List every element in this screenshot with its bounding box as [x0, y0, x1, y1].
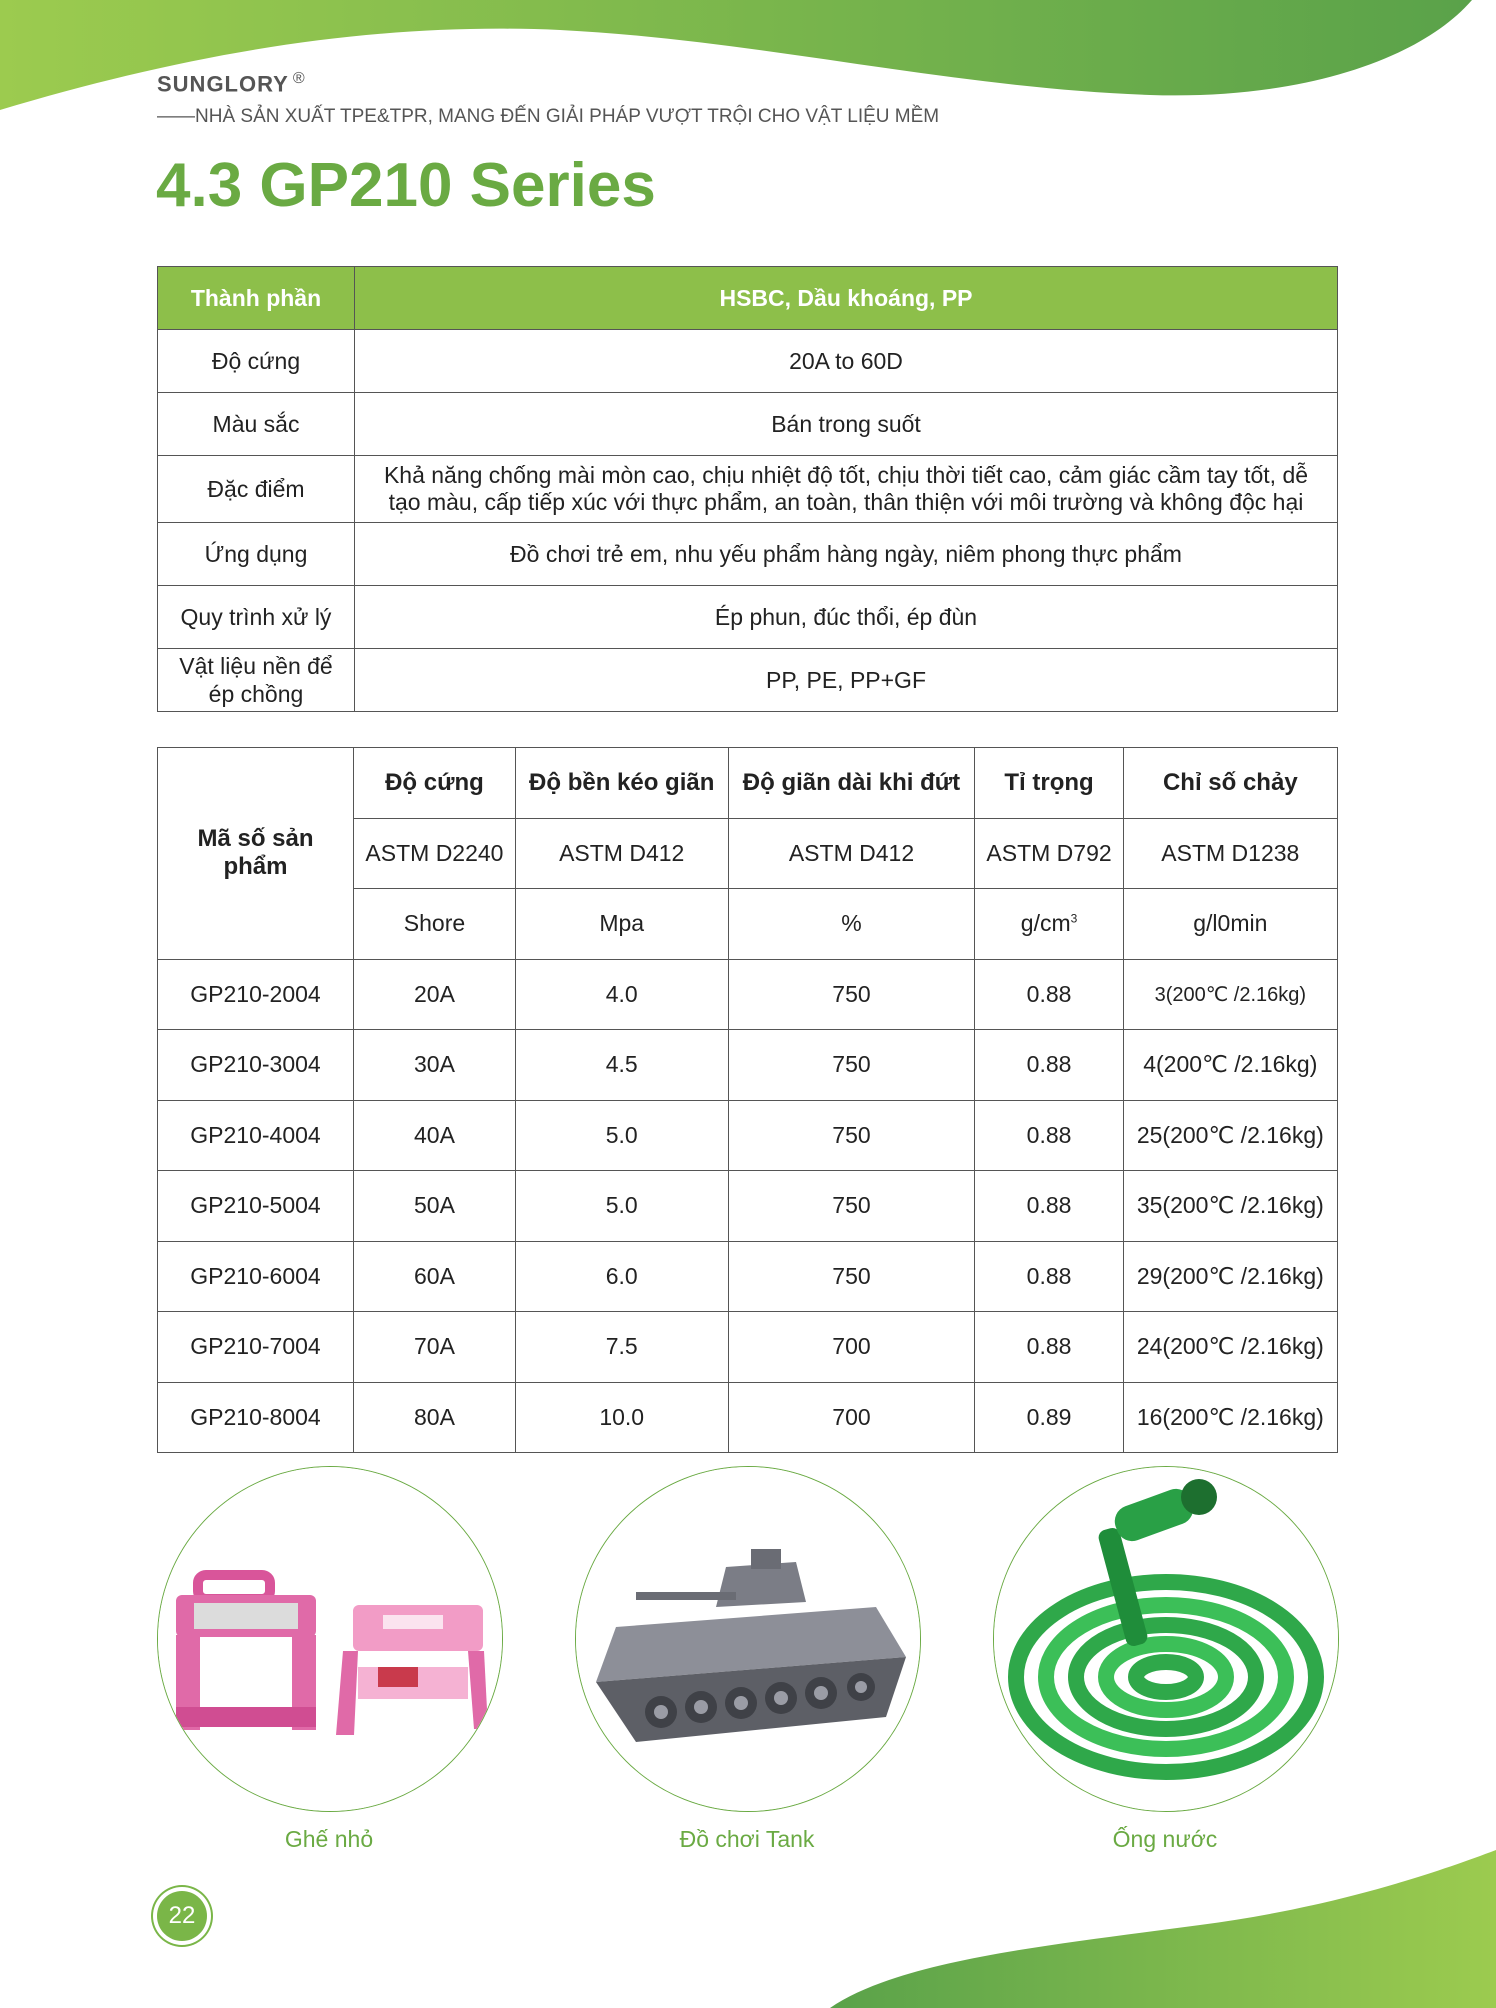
- product-value-cell: 6.0: [515, 1241, 728, 1312]
- product-value-cell: 30A: [354, 1030, 516, 1101]
- product-row: [158, 959, 1338, 1030]
- product-code-cell: GP210-7004: [158, 1312, 354, 1383]
- spec-row: [158, 393, 1338, 456]
- product-row: [158, 1241, 1338, 1312]
- unit-superscript: 3: [1070, 911, 1078, 926]
- product-value-cell: 16(200℃ /2.16kg): [1123, 1382, 1337, 1453]
- product-code-cell: GP210-5004: [158, 1171, 354, 1242]
- application-caption: Ghế nhỏ: [284, 1826, 374, 1852]
- column-name: Chỉ số chảy: [1123, 748, 1337, 819]
- product-code-header: Mã số sản phẩm: [158, 748, 354, 960]
- product-value-cell: 5.0: [515, 1171, 728, 1242]
- tank-illustration: [576, 1467, 920, 1811]
- product-value-cell: 750: [728, 1100, 975, 1171]
- application-caption: Ống nước: [1112, 1826, 1218, 1852]
- spec-value: Khả năng chống mài mòn cao, chịu nhiệt độ tốt, chịu thời tiết cao, cảm giác cầm tay tốt, dễ tạo màu, cấp tiếp xúc với thực phẩm, an toàn, thân thiện với môi trường và không độc hại: [355, 456, 1338, 523]
- spec-value: Bán trong suốt: [355, 393, 1338, 456]
- product-value-cell: 0.88: [975, 959, 1123, 1030]
- application-image-stool: [157, 1466, 503, 1812]
- spec-key: Đặc điểm: [158, 456, 355, 523]
- product-value-cell: 40A: [354, 1100, 516, 1171]
- product-value-cell: 750: [728, 959, 975, 1030]
- product-value-cell: 750: [728, 1241, 975, 1312]
- product-value-cell: 7.5: [515, 1312, 728, 1383]
- product-code-cell: GP210-3004: [158, 1030, 354, 1101]
- page-title: 4.3 GP210 Series: [156, 151, 656, 220]
- product-code-cell: GP210-2004: [158, 959, 354, 1030]
- spec-row: [158, 523, 1338, 586]
- column-name: Tỉ trọng: [975, 748, 1123, 819]
- product-value-cell: 4.5: [515, 1030, 728, 1101]
- product-value-cell: 0.88: [975, 1100, 1123, 1171]
- product-value-cell: 24(200℃ /2.16kg): [1123, 1312, 1337, 1383]
- application-image-tank: [575, 1466, 921, 1812]
- column-name: Độ cứng: [354, 748, 516, 819]
- product-value-cell: 3(200℃ /2.16kg): [1123, 959, 1337, 1030]
- product-value-cell: 4(200℃ /2.16kg): [1123, 1030, 1337, 1101]
- product-value-cell: 0.89: [975, 1382, 1123, 1453]
- product-value-cell: 750: [728, 1030, 975, 1101]
- spec-row: [158, 586, 1338, 649]
- product-row: [158, 1030, 1338, 1101]
- product-value-cell: 0.88: [975, 1030, 1123, 1101]
- column-standard: ASTM D2240: [354, 818, 516, 889]
- spec-value: Đồ chơi trẻ em, nhu yếu phẩm hàng ngày, niêm phong thực phẩm: [355, 523, 1338, 586]
- column-unit: Mpa: [515, 889, 728, 960]
- product-value-cell: 700: [728, 1382, 975, 1453]
- spec-table: [157, 266, 1338, 712]
- product-code-cell: GP210-6004: [158, 1241, 354, 1312]
- spec-key: Màu sắc: [158, 393, 355, 456]
- product-value-cell: 60A: [354, 1241, 516, 1312]
- spec-row: [158, 456, 1338, 523]
- product-table: [157, 747, 1338, 1453]
- product-row: [158, 1382, 1338, 1453]
- product-value-cell: 10.0: [515, 1382, 728, 1453]
- spec-key: Vật liệu nền để ép chồng: [158, 649, 355, 712]
- product-value-cell: 5.0: [515, 1100, 728, 1171]
- spec-row: [158, 330, 1338, 393]
- column-standard: ASTM D1238: [1123, 818, 1337, 889]
- product-value-cell: 70A: [354, 1312, 516, 1383]
- column-unit-density: [975, 889, 1123, 960]
- product-row: [158, 1100, 1338, 1171]
- application-image-hose: [993, 1466, 1339, 1812]
- spec-value: 20A to 60D: [355, 330, 1338, 393]
- column-standard: ASTM D792: [975, 818, 1123, 889]
- product-row: [158, 1312, 1338, 1383]
- unit-text: g/cm: [1020, 910, 1071, 937]
- product-value-cell: 29(200℃ /2.16kg): [1123, 1241, 1337, 1312]
- spec-header-row: [158, 267, 1338, 330]
- product-code-cell: GP210-8004: [158, 1382, 354, 1453]
- column-name: Độ giãn dài khi đứt: [728, 748, 975, 819]
- bottom-wave-decoration: [0, 1850, 1496, 2008]
- column-unit: %: [728, 889, 975, 960]
- product-value-cell: 20A: [354, 959, 516, 1030]
- product-code-cell: GP210-4004: [158, 1100, 354, 1171]
- product-value-cell: 0.88: [975, 1241, 1123, 1312]
- product-row: [158, 1171, 1338, 1242]
- brand-name: SUNGLORY ®: [157, 70, 306, 97]
- product-header-row: [158, 748, 1338, 819]
- top-wave-decoration: [0, 0, 1496, 120]
- spec-header-value: HSBC, Dầu khoáng, PP: [355, 267, 1338, 330]
- product-value-cell: 80A: [354, 1382, 516, 1453]
- column-standard: ASTM D412: [515, 818, 728, 889]
- product-value-cell: 0.88: [975, 1171, 1123, 1242]
- hose-illustration: [994, 1467, 1338, 1811]
- column-unit: Shore: [354, 889, 516, 960]
- column-name: Độ bền kéo giãn: [515, 748, 728, 819]
- product-value-cell: 4.0: [515, 959, 728, 1030]
- spec-value: Ép phun, đúc thổi, ép đùn: [355, 586, 1338, 649]
- spec-header-key: Thành phần: [158, 267, 355, 330]
- registered-mark: ®: [292, 70, 306, 87]
- spec-key: Quy trình xử lý: [158, 586, 355, 649]
- spec-key: Ứng dụng: [158, 523, 355, 586]
- product-rows: [158, 959, 1338, 1453]
- spec-key: Độ cứng: [158, 330, 355, 393]
- tagline: ——NHÀ SẢN XUẤT TPE&TPR, MANG ĐẾN GIẢI PHÁP VƯỢT TRỘI CHO VẬT LIỆU MỀM: [157, 106, 940, 127]
- column-unit: g/l0min: [1123, 889, 1337, 960]
- column-standard: ASTM D412: [728, 818, 975, 889]
- page-number: 22: [157, 1891, 207, 1941]
- product-value-cell: 0.88: [975, 1312, 1123, 1383]
- product-value-cell: 25(200℃ /2.16kg): [1123, 1100, 1337, 1171]
- spec-value: PP, PE, PP+GF: [355, 649, 1338, 712]
- stool-illustration: [158, 1467, 502, 1811]
- product-value-cell: 700: [728, 1312, 975, 1383]
- spec-row: [158, 649, 1338, 712]
- application-caption: Đồ chơi Tank: [679, 1826, 815, 1852]
- product-value-cell: 35(200℃ /2.16kg): [1123, 1171, 1337, 1242]
- product-value-cell: 750: [728, 1171, 975, 1242]
- product-value-cell: 50A: [354, 1171, 516, 1242]
